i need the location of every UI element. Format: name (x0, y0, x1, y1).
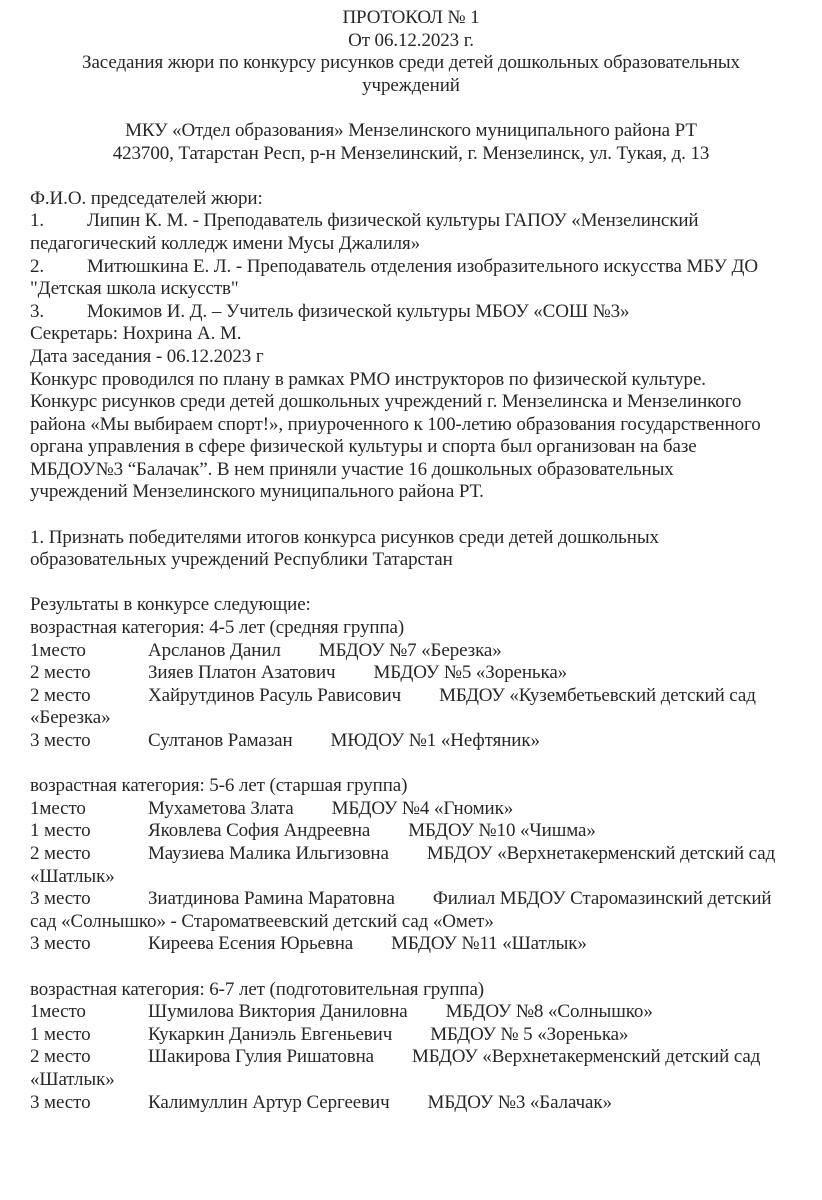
category-label: возрастная категория: 5-6 лет (старшая группа) (30, 775, 408, 797)
result-institution: МБДОУ №4 «Гномик» (331, 797, 514, 819)
jury-item-text: Мокимов И. Д. – Учитель физической культуры МБОУ «СОШ №3» (87, 300, 630, 322)
result-entry (30, 685, 792, 730)
result-institution: МБДОУ №8 «Солнышко» (445, 1001, 653, 1023)
result-winner-name: Шумилова Виктория Даниловна (148, 1001, 408, 1023)
document-title-block (30, 7, 792, 97)
result-winner-name: Хайрутдинов Расуль Рависович (148, 684, 402, 706)
blank-line (30, 165, 792, 188)
results-heading: Результаты в конкурсе следующие: (30, 594, 311, 616)
organization-block (30, 120, 792, 165)
result-winner-name: Шакирова Гулия Ришатовна (148, 1046, 374, 1068)
jury-list (30, 210, 792, 323)
results-section (30, 617, 792, 1114)
decision-paragraph (30, 527, 792, 572)
result-winner-name: Кукаркин Даниэль Евгеньевич (148, 1023, 393, 1045)
intro-line: учреждений Мензелинского муниципального района РТ. (30, 481, 484, 503)
result-institution: МБДОУ №5 «Зоренька» (373, 662, 568, 684)
blank-line (30, 753, 792, 776)
blank-line (30, 97, 792, 120)
result-entry (30, 640, 792, 663)
jury-item-number: 2. (30, 255, 45, 277)
meeting-date-line: Дата заседания - 06.12.2023 г (30, 345, 264, 367)
jury-item (30, 301, 792, 324)
jury-item (30, 210, 792, 233)
intro-line: Конкурс рисунков среди детей дошкольных учреждений г. Мензелинска и Мензелинкого (30, 391, 742, 413)
result-winner-name: Арсланов Данил (148, 639, 281, 661)
category-label: возрастная категория: 6-7 лет (подготовительная группа) (30, 978, 485, 1000)
result-place: 2 место (30, 1046, 91, 1068)
result-winner-name: Яковлева София Андреевна (148, 820, 371, 842)
result-entry (30, 1046, 792, 1091)
result-institution: МБДОУ №7 «Березка» (318, 639, 502, 661)
result-place: 2 место (30, 684, 91, 706)
title-line: Заседания жюри по конкурсу рисунков среди детей дошкольных образовательных (82, 52, 740, 74)
result-place: 2 место (30, 662, 91, 684)
result-place: 2 место (30, 842, 91, 864)
jury-item-number: 1. (30, 210, 45, 232)
result-institution: МБДОУ №3 «Балачак» (427, 1091, 612, 1113)
intro-paragraphs (30, 369, 792, 505)
result-entry (30, 1024, 792, 1047)
result-winner-name: Мухаметова Злата (148, 797, 294, 819)
blank-line (30, 572, 792, 595)
jury-heading: Ф.И.О. председателей жюри: (30, 187, 263, 209)
result-winner-name: Зиатдинова Рамина Маратовна (148, 888, 395, 910)
decision-line: 1. Признать победителями итогов конкурса рисунков среди детей дошкольных (30, 526, 659, 548)
decision-line: образовательных учреждений Республики Татарстан (30, 549, 453, 571)
result-institution: МЮДОУ №1 «Нефтяник» (330, 730, 540, 751)
result-entry (30, 662, 792, 685)
result-winner-name: Калимуллин Артур Сергеевич (148, 1091, 390, 1113)
jury-item (30, 256, 792, 279)
result-entry (30, 843, 792, 888)
title-line: От 06.12.2023 г. (348, 29, 474, 51)
secretary-line: Секретарь: Нохрина А. М. (30, 323, 242, 345)
result-institution: МБДОУ №10 «Чишма» (408, 820, 596, 842)
result-winner-name: Киреева Есения Юрьевна (148, 933, 354, 955)
result-winner-name: Зияев Платон Азатович (148, 662, 336, 684)
result-entry (30, 888, 792, 933)
result-institution: МБДОУ «Кузембетьевский детский сад «Березка» (30, 684, 756, 729)
result-place: 3 место (30, 888, 91, 910)
result-entry (30, 933, 792, 956)
jury-item-number: 3. (30, 300, 45, 322)
category-label: возрастная категория: 4-5 лет (средняя группа) (30, 617, 405, 639)
intro-line: Конкурс проводился по плану в рамках РМО инструкторов по физической культуре. (30, 368, 706, 390)
result-place: 1 место (30, 820, 91, 842)
result-place: 3 место (30, 1091, 91, 1113)
org-line: 423700, Татарстан Респ, р-н Мензелинский, г. Мензелинск, ул. Тукая, д. 13 (112, 142, 710, 164)
jury-item-continuation: "Детская школа искусств" (30, 278, 239, 300)
title-line: учреждений (362, 74, 460, 96)
result-place: 3 место (30, 730, 91, 751)
blank-line (30, 504, 792, 527)
result-institution: МБДОУ №11 «Шатлык» (391, 933, 587, 955)
title-line: ПРОТОКОЛ № 1 (342, 7, 480, 28)
result-institution: Филиал МБДОУ Старомазинский детский сад «Солнышко» - Староматвеевский детский сад «Омет» (30, 888, 772, 932)
intro-line: органа управления в сфере физической культуры и спорта был организован на базе (30, 436, 697, 458)
result-entry (30, 798, 792, 821)
blank-line (30, 956, 792, 979)
result-institution: МБДОУ № 5 «Зоренька» (430, 1023, 629, 1045)
result-institution: МБДОУ «Верхнетакерменский детский сад «Шатлык» (30, 1046, 761, 1090)
jury-item-text: Липин К. М. - Преподаватель физической культуры ГАПОУ «Мензелинский (87, 210, 699, 232)
intro-line: района «Мы выбираем спорт!», приуроченного к 100-летию образования государственного (30, 413, 761, 435)
jury-item-continuation: педагогический колледж имени Мусы Джалиля» (30, 232, 421, 254)
result-entry (30, 820, 792, 843)
jury-item-text: Митюшкина Е. Л. - Преподаватель отделения изобразительного искусства МБУ ДО (87, 255, 758, 277)
result-place: 1место (30, 797, 86, 819)
result-entry (30, 730, 792, 753)
result-place: 1место (30, 1001, 86, 1023)
result-winner-name: Маузиева Малика Ильгизовна (148, 842, 389, 864)
result-place: 1место (30, 639, 86, 661)
result-entry (30, 1001, 792, 1024)
result-institution: МБДОУ «Верхнетакерменский детский сад «Шатлык» (30, 842, 776, 887)
result-place: 3 место (30, 933, 91, 955)
intro-line: МБДОУ№3 “Балачак”. В нем приняли участие 16 дошкольных образовательных (30, 458, 674, 480)
result-winner-name: Султанов Рамазан (148, 730, 293, 751)
result-place: 1 место (30, 1023, 91, 1045)
result-entry (30, 1092, 792, 1115)
org-line: МКУ «Отдел образования» Мензелинского муниципального района РТ (125, 119, 697, 141)
